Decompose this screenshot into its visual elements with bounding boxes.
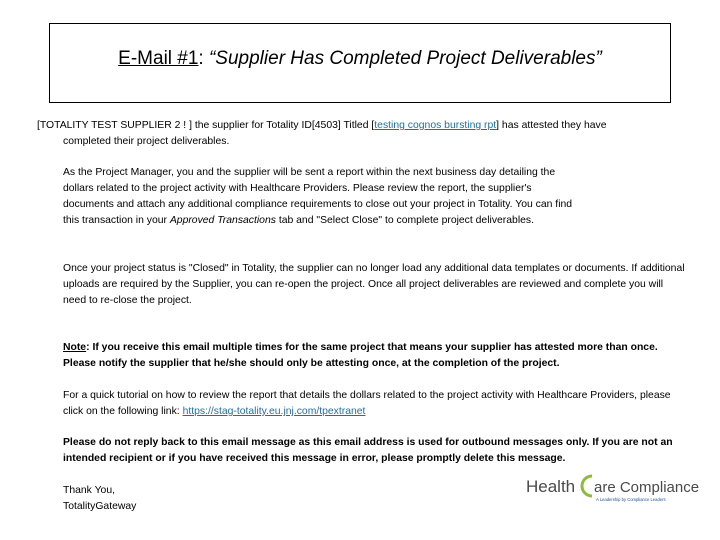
note-label: Note	[63, 342, 87, 353]
logo-c-arc	[582, 476, 592, 496]
intro-paragraph	[37, 118, 677, 150]
tutorial-text: For a quick tutorial on how to review the report that details the dollars related to the project activity with Healthcare Providers, please click on the following link:	[63, 390, 671, 417]
project-manager-paragraph	[63, 165, 573, 229]
title-label: E-Mail #1	[118, 48, 199, 69]
closed-status-paragraph: Once your project status is "Closed" in Totality, the supplier can no longer load any additional data templates or documents. If additional uploads are required by the Supplier, you can re-open the project. Once all project deliverables are reviewed and complete you will need to re-close the project.	[63, 263, 685, 306]
title-quote: “Supplier Has Completed Project Deliverables”	[208, 48, 602, 69]
signoff	[63, 483, 263, 515]
intro-post: ] has attested they have	[496, 120, 607, 131]
page-title	[50, 47, 670, 71]
healthcare-compliance-logo	[524, 470, 700, 506]
note-text: : If you receive this email multiple times for the same project that means your supplier has attested more than once. Please notify the supplier that he/she should only be attesting once, at the completion of the project.	[63, 342, 658, 369]
approved-transactions-text: Approved Transactions	[169, 215, 276, 226]
para1-pre: As the Project Manager, you and the supplier will be sent a report within the next business day detailing the dollars related to the project activity with Healthcare Providers. Please review the report, the supplier's documents and attach any additional compliance requirements to close out your project in Totality. You can find this transaction in your	[63, 167, 573, 226]
logo-word-health: Health	[526, 477, 576, 496]
logo-tagline: A Leadership by Compliance Leaders	[596, 497, 666, 502]
tutorial-paragraph	[63, 388, 685, 420]
tutorial-link[interactable]: https://stag-totality.eu.jnj.com/tpextranet	[182, 406, 366, 417]
note-paragraph	[63, 340, 673, 372]
signoff-sender: TotalityGateway	[63, 501, 137, 512]
logo-word-compliance: are Compliance	[594, 479, 700, 496]
intro-line2: completed their project deliverables.	[63, 136, 230, 147]
intro-report-link[interactable]: testing cognos bursting rpt	[374, 120, 497, 131]
title-separator: :	[198, 48, 209, 69]
signoff-thanks: Thank You,	[63, 485, 115, 496]
do-not-reply-paragraph: Please do not reply back to this email message as this email address is used for outbound messages only. If you are not an intended recipient or if you have received this message in error, please promptly delete this message.	[63, 437, 673, 464]
title-box	[49, 23, 671, 103]
para1-post: tab and "Select Close" to complete project deliverables.	[275, 215, 534, 226]
intro-pre: [TOTALITY TEST SUPPLIER 2 ! ] the supplier for Totality ID[4503] Titled [	[37, 120, 375, 131]
